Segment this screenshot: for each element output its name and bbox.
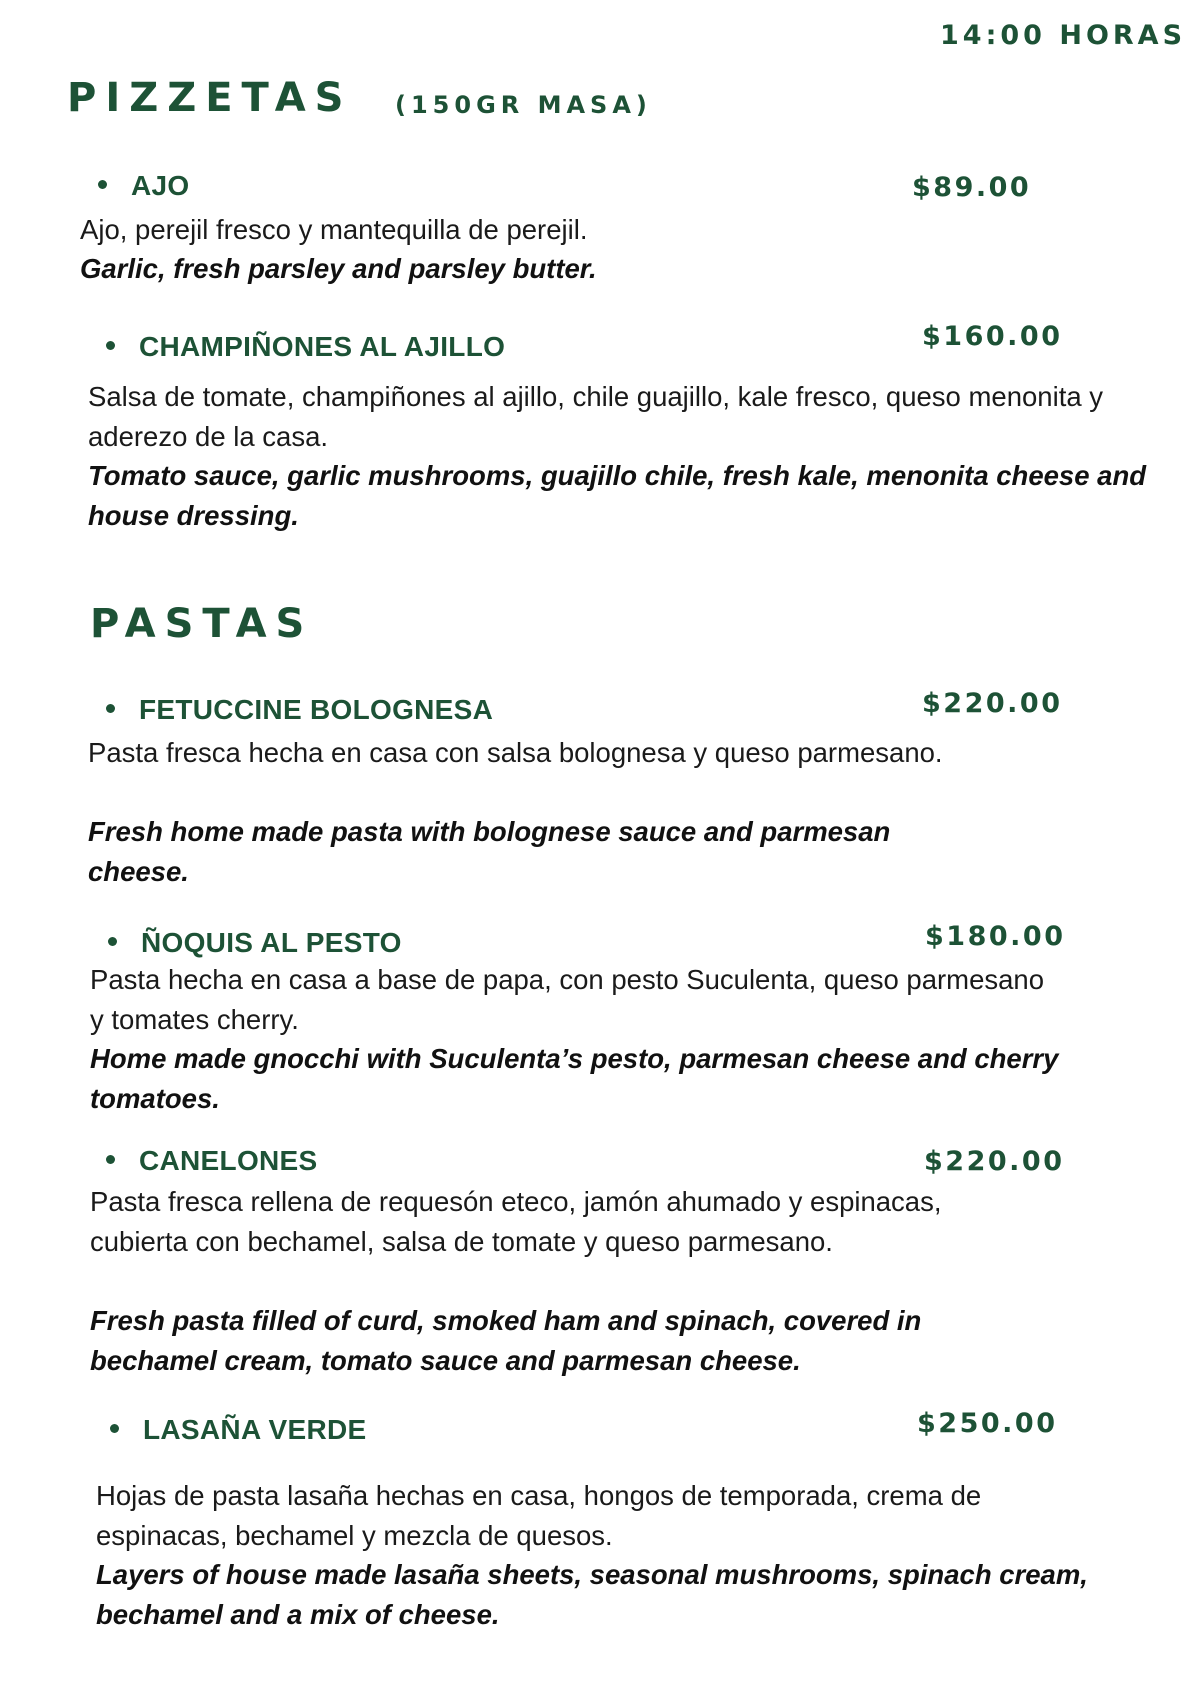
bullet-icon: [98, 180, 107, 189]
bullet-icon: [106, 1155, 115, 1164]
bullet-icon: [106, 341, 115, 350]
menu-item-name: AJO: [98, 172, 189, 200]
menu-item-price: $220.00: [922, 688, 1063, 719]
section-subtitle-pizzetas: (150GR MASA): [395, 91, 652, 119]
menu-item-name: LASAÑA VERDE: [110, 1416, 366, 1444]
service-time: 14:00 HORAS: [940, 20, 1187, 51]
section-title-pizzetas: PIZZETAS: [67, 75, 353, 121]
menu-item-description-en: Tomato sauce, garlic mushrooms, guajillo chile, fresh kale, menonita cheese and house dressing.: [88, 460, 1147, 531]
menu-item-description-en: Fresh pasta filled of curd, smoked ham and spinach, covered in bechamel cream, tomato sauce and parmesan cheese.: [90, 1305, 922, 1376]
menu-item-description-es: Pasta fresca hecha en casa con salsa bolognesa y queso parmesano.: [88, 737, 943, 768]
menu-item-name: CANELONES: [106, 1147, 318, 1175]
menu-item-price: $180.00: [925, 921, 1066, 952]
menu-item-description-en: Home made gnocchi with Suculenta’s pesto, parmesan cheese and cherry tomatoes.: [90, 1043, 1059, 1114]
menu-item-name: CHAMPIÑONES AL AJILLO: [106, 333, 505, 361]
bullet-icon: [108, 937, 117, 946]
menu-item-description-es: Hojas de pasta lasaña hechas en casa, hongos de temporada, crema de espinacas, bechamel y mezcla de quesos.: [96, 1480, 982, 1551]
menu-item-price: $250.00: [917, 1408, 1058, 1439]
menu-item-description-en: Garlic, fresh parsley and parsley butter.: [80, 253, 597, 284]
bullet-icon: [106, 704, 115, 713]
menu-item-price: $160.00: [922, 321, 1063, 352]
menu-item-description-es: Pasta fresca rellena de requesón eteco, jamón ahumado y espinacas, cubierta con bechamel, salsa de tomate y queso parmesano.: [90, 1186, 942, 1257]
menu-item-price: $89.00: [912, 172, 1032, 203]
menu-item-price: $220.00: [924, 1146, 1065, 1177]
menu-item-description-en: Layers of house made lasaña sheets, seasonal mushrooms, spinach cream, bechamel and a mix of cheese.: [96, 1559, 1088, 1630]
menu-item-description-es: Pasta hecha en casa a base de papa, con pesto Suculenta, queso parmesano y tomates cherry.: [90, 964, 1045, 1035]
menu-item-description-es: Ajo, perejil fresco y mantequilla de perejil.: [80, 214, 588, 245]
menu-item-name: ÑOQUIS AL PESTO: [108, 929, 402, 957]
menu-item-name: FETUCCINE BOLOGNESA: [106, 696, 493, 724]
bullet-icon: [110, 1424, 119, 1433]
menu-item-description-es: Salsa de tomate, champiñones al ajillo, chile guajillo, kale fresco, queso menonita y aderezo de la casa.: [88, 381, 1104, 452]
menu-item-description-en: Fresh home made pasta with bolognese sauce and parmesan cheese.: [88, 816, 891, 887]
section-title-pastas: PASTAS: [90, 601, 314, 647]
